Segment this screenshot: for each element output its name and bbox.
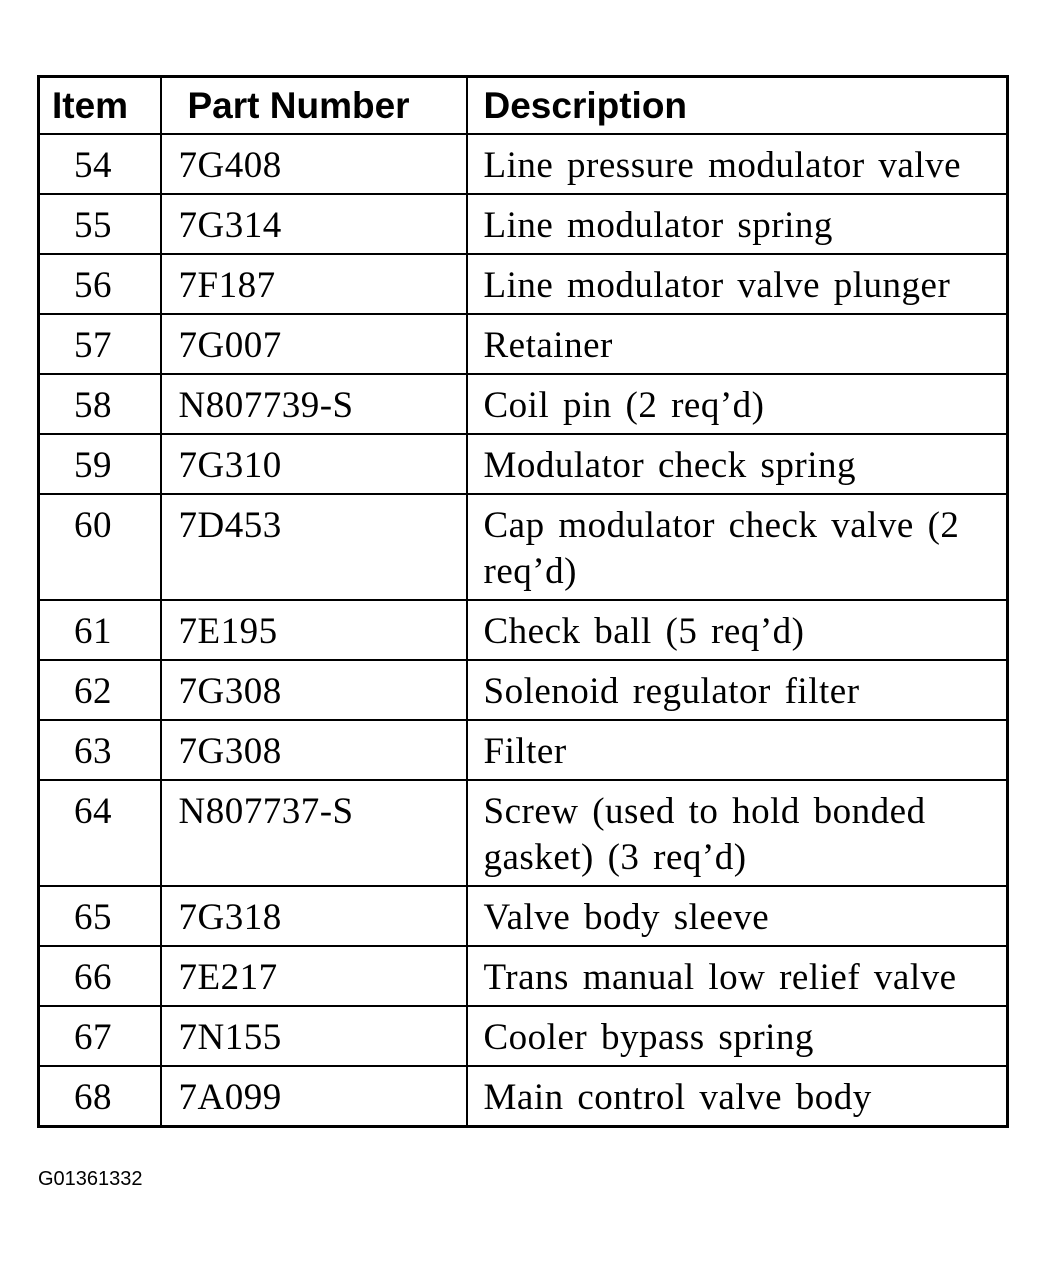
header-description: Description [467, 77, 1008, 135]
item-number: 57 [39, 314, 161, 374]
part-number: 7N155 [161, 1006, 467, 1066]
part-number: 7G308 [161, 660, 467, 720]
item-number: 61 [39, 600, 161, 660]
item-number: 62 [39, 660, 161, 720]
part-number: 7A099 [161, 1066, 467, 1126]
header-part-number: Part Number [161, 77, 467, 135]
item-number: 68 [39, 1066, 161, 1126]
item-number: 55 [39, 194, 161, 254]
item-number: 60 [39, 494, 161, 600]
item-number: 66 [39, 946, 161, 1006]
parts-table [37, 75, 1009, 1128]
table-row [39, 374, 1008, 434]
header-item: Item [39, 77, 161, 135]
table-header-row [39, 77, 1008, 135]
table-row [39, 494, 1008, 600]
part-number: 7G408 [161, 134, 467, 194]
item-number: 59 [39, 434, 161, 494]
figure-id: G01361332 [38, 1168, 143, 1190]
table-row [39, 946, 1008, 1006]
table-row [39, 1006, 1008, 1066]
table-row [39, 254, 1008, 314]
part-description: Check ball (5 req’d) [467, 600, 1008, 660]
table-row [39, 886, 1008, 946]
part-number: N807737-S [161, 780, 467, 886]
part-number: 7G007 [161, 314, 467, 374]
part-description: Trans manual low relief valve [467, 946, 1008, 1006]
table-row [39, 780, 1008, 886]
part-number: 7D453 [161, 494, 467, 600]
part-number: N807739-S [161, 374, 467, 434]
table-row [39, 314, 1008, 374]
part-description: Filter [467, 720, 1008, 780]
item-number: 65 [39, 886, 161, 946]
part-number: 7E217 [161, 946, 467, 1006]
part-description: Screw (used to hold bonded gasket) (3 req’d) [467, 780, 1008, 886]
item-number: 67 [39, 1006, 161, 1066]
part-description: Solenoid regulator filter [467, 660, 1008, 720]
table-row [39, 660, 1008, 720]
part-description: Line modulator spring [467, 194, 1008, 254]
part-number: 7G318 [161, 886, 467, 946]
part-description: Main control valve body [467, 1066, 1008, 1126]
part-description: Retainer [467, 314, 1008, 374]
part-description: Cooler bypass spring [467, 1006, 1008, 1066]
part-number: 7E195 [161, 600, 467, 660]
part-description: Line pressure modulator valve [467, 134, 1008, 194]
part-description: Valve body sleeve [467, 886, 1008, 946]
part-number: 7G308 [161, 720, 467, 780]
table-row [39, 600, 1008, 660]
item-number: 58 [39, 374, 161, 434]
table-row [39, 720, 1008, 780]
table-row [39, 1066, 1008, 1126]
item-number: 64 [39, 780, 161, 886]
item-number: 56 [39, 254, 161, 314]
table-row [39, 434, 1008, 494]
part-description: Line modulator valve plunger [467, 254, 1008, 314]
item-number: 54 [39, 134, 161, 194]
part-number: 7G314 [161, 194, 467, 254]
part-description: Cap modulator check valve (2 req’d) [467, 494, 1008, 600]
part-number: 7G310 [161, 434, 467, 494]
part-description: Modulator check spring [467, 434, 1008, 494]
item-number: 63 [39, 720, 161, 780]
table-row [39, 134, 1008, 194]
part-number: 7F187 [161, 254, 467, 314]
table-row [39, 194, 1008, 254]
part-description: Coil pin (2 req’d) [467, 374, 1008, 434]
